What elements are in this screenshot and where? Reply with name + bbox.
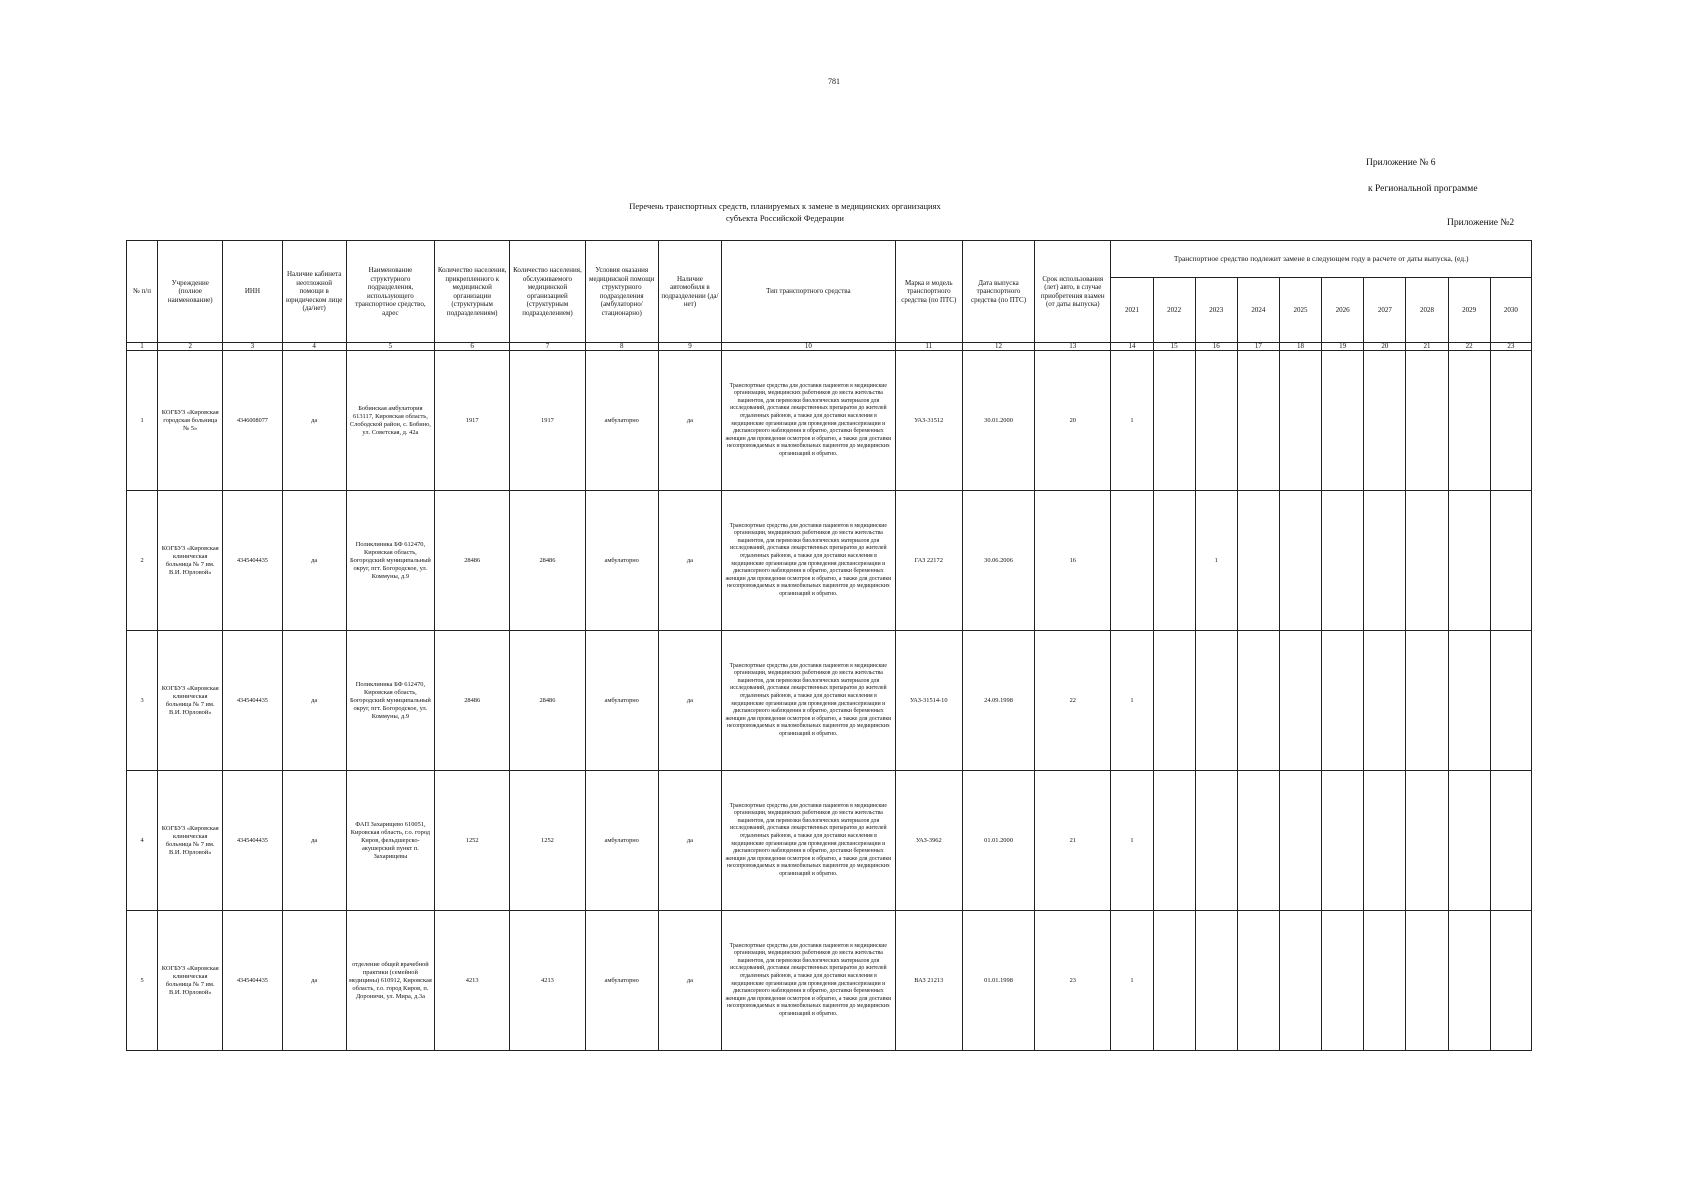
header-attached-population: Количество населения, прикрепленного к медицинской организации (структурным подразделениям) bbox=[435, 241, 510, 343]
header-year: 2030 bbox=[1490, 278, 1531, 343]
cell-year-mark bbox=[1364, 771, 1406, 911]
vehicles-table bbox=[126, 240, 1532, 1051]
cell-attached: 1917 bbox=[435, 351, 510, 491]
cell-year-mark bbox=[1490, 771, 1531, 911]
cell-attached: 28486 bbox=[435, 491, 510, 631]
cell-year-mark bbox=[1153, 351, 1195, 491]
cell-institution: КОГБУЗ «Кировская клиническая больница № 7 им. В.И. Юрловой» bbox=[158, 631, 223, 771]
cell-car: да bbox=[658, 771, 721, 911]
column-number: 10 bbox=[722, 343, 896, 351]
cell-year-mark bbox=[1153, 631, 1195, 771]
cell-served: 1252 bbox=[510, 771, 585, 911]
cell-car: да bbox=[658, 911, 721, 1051]
cell-vehicle-type: Транспортные средства для доставки пациентов в медицинские организации, медицинских работников до места жительства пациентов, для перевозки биологических материалов для исследований, доставки лекарственных препаратов до жителей отдаленных районов, а также для доставки населения в медицинские организации для проведения диспансеризации и диспансерного наблюдения и обратно, доставки беременных женщин для проведения осмотров и обратно, а также для доставки несопровождаемых и маломобильных пациентов до медицинских организаций и обратно. bbox=[722, 491, 896, 631]
cell-num: 2 bbox=[127, 491, 158, 631]
cell-office: да bbox=[282, 351, 346, 491]
cell-car: да bbox=[658, 491, 721, 631]
cell-year-mark bbox=[1448, 771, 1490, 911]
column-number: 9 bbox=[658, 343, 721, 351]
header-num: № п/п bbox=[127, 241, 158, 343]
column-number: 11 bbox=[895, 343, 962, 351]
header-vehicle-type: Тип транспортного средства bbox=[722, 241, 896, 343]
header-usage-term: Срок использования (лет) авто, в случае приобретения взамен (от даты выпуска) bbox=[1035, 241, 1111, 343]
cell-date: 24.09.1998 bbox=[962, 631, 1034, 771]
column-number: 19 bbox=[1322, 343, 1364, 351]
cell-year-mark bbox=[1406, 351, 1448, 491]
column-number: 18 bbox=[1279, 343, 1321, 351]
cell-term: 22 bbox=[1035, 631, 1111, 771]
header-replacement-span: Транспортное средство подлежит замене в следующем году в расчете от даты выпуска, (ед.) bbox=[1111, 241, 1532, 278]
cell-unit: Бобинская амбулатория 613117, Кировская область, Слободской район, с. Бобино, ул. Советская, д. 42а bbox=[346, 351, 434, 491]
table-row bbox=[127, 351, 1532, 491]
cell-year-mark bbox=[1490, 491, 1531, 631]
cell-inn: 4345404435 bbox=[223, 631, 282, 771]
header-emergency-office: Наличие кабинета неотложной помощи в юридическом лице (да/нет) bbox=[282, 241, 346, 343]
header-institution: Учреждение (полное наименование) bbox=[158, 241, 223, 343]
cell-num: 1 bbox=[127, 351, 158, 491]
cell-car: да bbox=[658, 351, 721, 491]
cell-served: 28486 bbox=[510, 631, 585, 771]
column-number: 22 bbox=[1448, 343, 1490, 351]
cell-institution: КОГБУЗ «Кировская клиническая больница № 7 им. В.И. Юрловой» bbox=[158, 491, 223, 631]
cell-num: 3 bbox=[127, 631, 158, 771]
cell-year-mark bbox=[1153, 771, 1195, 911]
cell-unit: Поликлиника БФ 612470, Кировская область, Богородский муниципальный округ, пгт. Богородское, ул. Коммуны, д.9 bbox=[346, 491, 434, 631]
cell-served: 28486 bbox=[510, 491, 585, 631]
header-year: 2021 bbox=[1111, 278, 1153, 343]
column-number: 14 bbox=[1111, 343, 1153, 351]
cell-year-mark bbox=[1448, 911, 1490, 1051]
column-number: 20 bbox=[1364, 343, 1406, 351]
cell-year-mark bbox=[1279, 911, 1321, 1051]
cell-year-mark bbox=[1322, 491, 1364, 631]
cell-year-mark bbox=[1195, 351, 1237, 491]
header-unit-name: Наименование структурного подразделения, использующего транспортное средство, адрес bbox=[346, 241, 434, 343]
column-number: 1 bbox=[127, 343, 158, 351]
cell-office: да bbox=[282, 491, 346, 631]
page-number: 781 bbox=[828, 77, 840, 86]
cell-conditions: амбулаторно bbox=[585, 771, 658, 911]
title-line-1: Перечень транспортных средств, планируемых к замене в медицинских организациях bbox=[629, 201, 941, 211]
program-label: к Региональной программе bbox=[1368, 184, 1478, 194]
cell-institution: КОГБУЗ «Кировская клиническая больница № 7 им. В.И. Юрловой» bbox=[158, 911, 223, 1051]
cell-year-mark bbox=[1448, 351, 1490, 491]
header-year: 2025 bbox=[1279, 278, 1321, 343]
cell-date: 01.01.1998 bbox=[962, 911, 1034, 1051]
cell-year-mark bbox=[1364, 351, 1406, 491]
cell-year-mark bbox=[1279, 771, 1321, 911]
cell-num: 5 bbox=[127, 911, 158, 1051]
cell-date: 01.01.2000 bbox=[962, 771, 1034, 911]
cell-year-mark bbox=[1322, 351, 1364, 491]
cell-conditions: амбулаторно bbox=[585, 491, 658, 631]
cell-year-mark bbox=[1322, 631, 1364, 771]
cell-institution: КОГБУЗ «Кировская городская больница № 5» bbox=[158, 351, 223, 491]
column-number: 21 bbox=[1406, 343, 1448, 351]
header-release-date: Дата выпуска транспортного средства (по ПТС) bbox=[962, 241, 1034, 343]
cell-year-mark: 1 bbox=[1111, 351, 1153, 491]
cell-year-mark bbox=[1237, 631, 1279, 771]
cell-year-mark bbox=[1364, 911, 1406, 1051]
cell-date: 30.06.2006 bbox=[962, 491, 1034, 631]
cell-year-mark bbox=[1279, 351, 1321, 491]
column-number: 3 bbox=[223, 343, 282, 351]
cell-model: УАЗ-3962 bbox=[895, 771, 962, 911]
cell-car: да bbox=[658, 631, 721, 771]
cell-year-mark bbox=[1153, 491, 1195, 631]
cell-term: 20 bbox=[1035, 351, 1111, 491]
title-line-2: субъекта Российской Федерации bbox=[726, 213, 844, 223]
cell-unit: ФАП Захарищево 610051, Кировская область, г.о. город Киров, фельдшерско-акушерский пункт п. Захарищевы bbox=[346, 771, 434, 911]
cell-year-mark bbox=[1279, 491, 1321, 631]
table-row bbox=[127, 491, 1532, 631]
cell-inn: 4345404435 bbox=[223, 911, 282, 1051]
header-model: Марка и модель транспортного средства (по ПТС) bbox=[895, 241, 962, 343]
cell-year-mark bbox=[1153, 911, 1195, 1051]
cell-vehicle-type: Транспортные средства для доставки пациентов в медицинские организации, медицинских работников до места жительства пациентов, для перевозки биологических материалов для исследований, доставки лекарственных препаратов до жителей отдаленных районов, а также для доставки населения в медицинские организации для проведения диспансеризации и диспансерного наблюдения и обратно, доставки беременных женщин для проведения осмотров и обратно, а также для доставки несопровождаемых и маломобильных пациентов до медицинских организаций и обратно. bbox=[722, 351, 896, 491]
column-number: 13 bbox=[1035, 343, 1111, 351]
cell-year-mark bbox=[1490, 911, 1531, 1051]
cell-year-mark bbox=[1490, 351, 1531, 491]
document-title bbox=[560, 200, 1010, 224]
cell-year-mark bbox=[1237, 351, 1279, 491]
cell-year-mark bbox=[1406, 911, 1448, 1051]
cell-attached: 1252 bbox=[435, 771, 510, 911]
header-inn: ИНН bbox=[223, 241, 282, 343]
cell-year-mark bbox=[1111, 491, 1153, 631]
cell-term: 21 bbox=[1035, 771, 1111, 911]
cell-year-mark bbox=[1237, 491, 1279, 631]
header-served-population: Количество населения, обслуживаемого медицинской организацией (структурным подразделением) bbox=[510, 241, 585, 343]
cell-conditions: амбулаторно bbox=[585, 631, 658, 771]
cell-year-mark: 1 bbox=[1111, 911, 1153, 1051]
cell-conditions: амбулаторно bbox=[585, 911, 658, 1051]
cell-attached: 28486 bbox=[435, 631, 510, 771]
cell-year-mark: 1 bbox=[1111, 771, 1153, 911]
cell-year-mark bbox=[1448, 491, 1490, 631]
cell-year-mark: 1 bbox=[1111, 631, 1153, 771]
header-year: 2024 bbox=[1237, 278, 1279, 343]
column-number: 4 bbox=[282, 343, 346, 351]
cell-institution: КОГБУЗ «Кировская клиническая больница № 7 им. В.И. Юрловой» bbox=[158, 771, 223, 911]
header-year: 2026 bbox=[1322, 278, 1364, 343]
cell-year-mark bbox=[1195, 911, 1237, 1051]
column-number: 2 bbox=[158, 343, 223, 351]
cell-model: УАЗ-31514-10 bbox=[895, 631, 962, 771]
cell-year-mark bbox=[1195, 631, 1237, 771]
column-number: 16 bbox=[1195, 343, 1237, 351]
cell-year-mark bbox=[1195, 771, 1237, 911]
header-year: 2023 bbox=[1195, 278, 1237, 343]
cell-year-mark bbox=[1364, 491, 1406, 631]
column-number: 8 bbox=[585, 343, 658, 351]
cell-term: 23 bbox=[1035, 911, 1111, 1051]
cell-year-mark bbox=[1237, 771, 1279, 911]
cell-year-mark bbox=[1406, 491, 1448, 631]
cell-conditions: амбулаторно bbox=[585, 351, 658, 491]
cell-served: 1917 bbox=[510, 351, 585, 491]
column-number: 7 bbox=[510, 343, 585, 351]
cell-year-mark: 1 bbox=[1195, 491, 1237, 631]
cell-model: УАЗ-31512 bbox=[895, 351, 962, 491]
cell-inn: 4346008077 bbox=[223, 351, 282, 491]
cell-year-mark bbox=[1406, 771, 1448, 911]
header-year: 2028 bbox=[1406, 278, 1448, 343]
cell-inn: 4345404435 bbox=[223, 491, 282, 631]
appendix-label: Приложение №2 bbox=[1447, 218, 1515, 228]
header-care-conditions: Условия оказания медицинской помощи структурного подразделения (амбулаторно/стационарно) bbox=[585, 241, 658, 343]
cell-vehicle-type: Транспортные средства для доставки пациентов в медицинские организации, медицинских работников до места жительства пациентов, для перевозки биологических материалов для исследований, доставки лекарственных препаратов до жителей отдаленных районов, а также для доставки населения в медицинские организации для проведения диспансеризации и диспансерного наблюдения и обратно, доставки беременных женщин для проведения осмотров и обратно, а также для доставки несопровождаемых и маломобильных пациентов до медицинских организаций и обратно. bbox=[722, 631, 896, 771]
cell-year-mark bbox=[1448, 631, 1490, 771]
table-row bbox=[127, 911, 1532, 1051]
column-number: 5 bbox=[346, 343, 434, 351]
cell-model: ГАЗ 22172 bbox=[895, 491, 962, 631]
cell-inn: 4345404435 bbox=[223, 771, 282, 911]
cell-office: да bbox=[282, 771, 346, 911]
column-number: 15 bbox=[1153, 343, 1195, 351]
column-number: 23 bbox=[1490, 343, 1531, 351]
cell-office: да bbox=[282, 911, 346, 1051]
header-year: 2029 bbox=[1448, 278, 1490, 343]
column-number: 17 bbox=[1237, 343, 1279, 351]
cell-year-mark bbox=[1322, 771, 1364, 911]
header-year: 2027 bbox=[1364, 278, 1406, 343]
cell-date: 30.01.2000 bbox=[962, 351, 1034, 491]
cell-num: 4 bbox=[127, 771, 158, 911]
header-car-present: Наличие автомобиля в подразделении (да/нет) bbox=[658, 241, 721, 343]
cell-term: 16 bbox=[1035, 491, 1111, 631]
cell-unit: Поликлиника БФ 612470, Кировская область, Богородский муниципальный округ, пгт. Богородское, ул. Коммуны, д.9 bbox=[346, 631, 434, 771]
cell-year-mark bbox=[1322, 911, 1364, 1051]
table-row bbox=[127, 631, 1532, 771]
cell-served: 4213 bbox=[510, 911, 585, 1051]
attachment-label: Приложение № 6 bbox=[1366, 158, 1436, 168]
cell-year-mark bbox=[1490, 631, 1531, 771]
cell-model: ВАЗ 21213 bbox=[895, 911, 962, 1051]
cell-attached: 4213 bbox=[435, 911, 510, 1051]
header-year: 2022 bbox=[1153, 278, 1195, 343]
column-number: 12 bbox=[962, 343, 1034, 351]
cell-year-mark bbox=[1364, 631, 1406, 771]
cell-year-mark bbox=[1237, 911, 1279, 1051]
cell-vehicle-type: Транспортные средства для доставки пациентов в медицинские организации, медицинских работников до места жительства пациентов, для перевозки биологических материалов для исследований, доставки лекарственных препаратов до жителей отдаленных районов, а также для доставки населения в медицинские организации для проведения диспансеризации и диспансерного наблюдения и обратно, доставки беременных женщин для проведения осмотров и обратно, а также для доставки несопровождаемых и маломобильных пациентов до медицинских организаций и обратно. bbox=[722, 911, 896, 1051]
cell-year-mark bbox=[1279, 631, 1321, 771]
cell-vehicle-type: Транспортные средства для доставки пациентов в медицинские организации, медицинских работников до места жительства пациентов, для перевозки биологических материалов для исследований, доставки лекарственных препаратов до жителей отдаленных районов, а также для доставки населения в медицинские организации для проведения диспансеризации и диспансерного наблюдения и обратно, доставки беременных женщин для проведения осмотров и обратно, а также для доставки несопровождаемых и маломобильных пациентов до медицинских организаций и обратно. bbox=[722, 771, 896, 911]
column-number: 6 bbox=[435, 343, 510, 351]
table-row bbox=[127, 771, 1532, 911]
cell-year-mark bbox=[1406, 631, 1448, 771]
cell-office: да bbox=[282, 631, 346, 771]
cell-unit: отделение общей врачебной практики (семейной медицины) 610912, Кировская область, г.о. город Киров, п. Дороничи, ул. Мира, д.3а bbox=[346, 911, 434, 1051]
